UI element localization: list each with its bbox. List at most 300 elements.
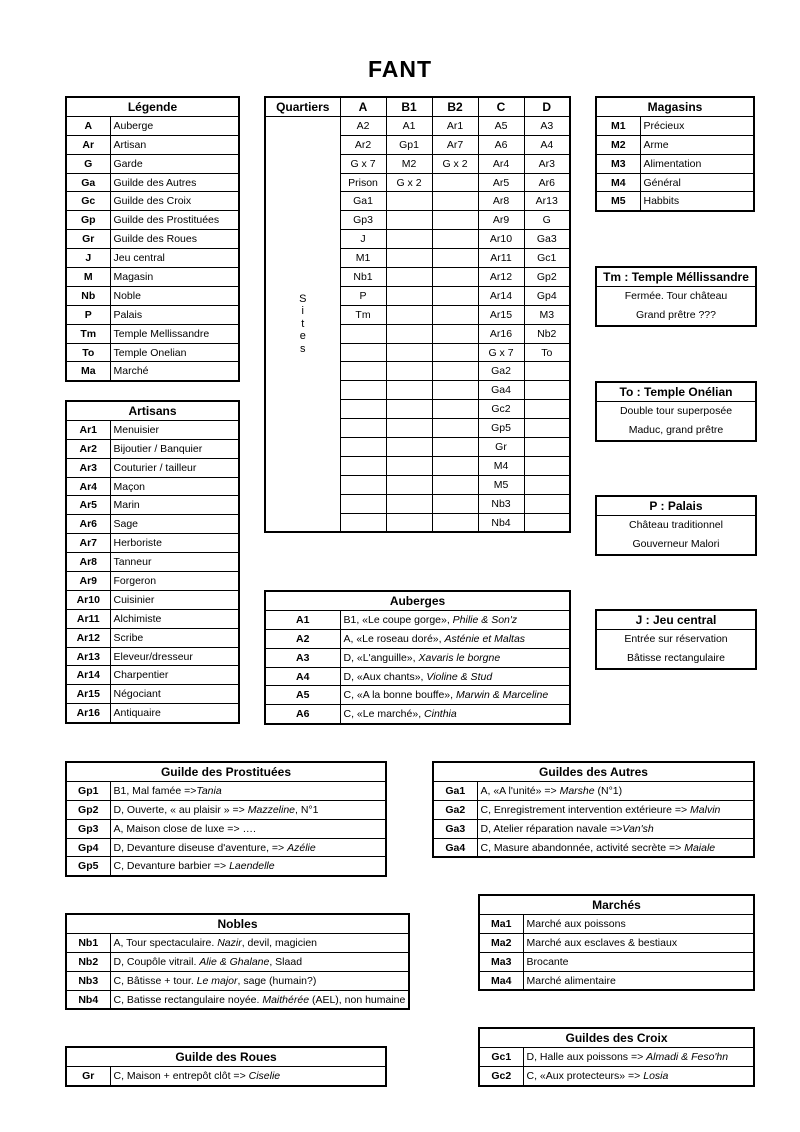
- row-key: Ar1: [66, 420, 110, 439]
- row-value: [110, 609, 239, 628]
- row-value: [340, 610, 570, 629]
- quartiers-table: [264, 96, 571, 533]
- quartier-cell: [432, 324, 478, 343]
- legend-row: [66, 305, 239, 324]
- artisan-row: [66, 685, 239, 704]
- row-text: Maçon: [113, 480, 146, 493]
- row-key: Gp5: [66, 857, 110, 876]
- row-text: B1, «Le coupe gorge»,: [343, 613, 453, 626]
- temple-onelian-line: Double tour superposée: [619, 405, 733, 417]
- quartier-header-cell: B1: [386, 97, 432, 116]
- row-key: P: [66, 305, 110, 324]
- row-key: To: [66, 343, 110, 362]
- quartier-cell: [340, 456, 386, 475]
- row-name: Maiale: [684, 841, 716, 854]
- row-key: M5: [596, 192, 640, 211]
- sites-label: [265, 116, 340, 532]
- quartier-cell: G: [524, 211, 570, 230]
- row-value: [523, 952, 754, 971]
- magasin-row: [596, 154, 754, 173]
- row-text: D, Coupôle vitrail.: [113, 955, 200, 968]
- quartier-cell: Ar5: [478, 173, 524, 192]
- row-key: Nb1: [66, 933, 110, 952]
- quartier-header-cell: Quartiers: [265, 97, 340, 116]
- row-value: [477, 819, 754, 838]
- quartier-cell: Nb4: [478, 513, 524, 532]
- row-key: Gc1: [479, 1047, 523, 1066]
- row-value: [110, 135, 239, 154]
- quartier-cell: A5: [478, 116, 524, 135]
- quartier-cell: [432, 494, 478, 513]
- row-key: Gp2: [66, 800, 110, 819]
- nobles-header: Nobles: [66, 914, 409, 933]
- row-value: [110, 192, 239, 211]
- row-text: Marché: [113, 365, 149, 378]
- quartier-cell: [340, 494, 386, 513]
- row-value: [110, 211, 239, 230]
- row-value: [340, 629, 570, 648]
- row-text: Sage: [113, 518, 139, 531]
- quartier-cell: A1: [386, 116, 432, 135]
- row-key: A: [66, 116, 110, 135]
- row-value: [640, 154, 754, 173]
- row-key: Gr: [66, 1066, 110, 1085]
- row-key: Ar: [66, 135, 110, 154]
- quartier-cell: Ga2: [478, 362, 524, 381]
- quartier-cell: M4: [478, 456, 524, 475]
- row-text: A, «Le roseau doré»,: [343, 632, 445, 645]
- marche-row: [479, 971, 754, 990]
- auberges-header: Auberges: [265, 591, 570, 610]
- quartier-cell: [524, 456, 570, 475]
- row-value: [110, 933, 409, 952]
- prostituee-row: [66, 857, 386, 876]
- row-tail: , sage (humain?): [237, 974, 317, 987]
- quartier-cell: [432, 362, 478, 381]
- quartier-cell: [340, 419, 386, 438]
- croix-row: [479, 1066, 754, 1085]
- quartier-cell: [524, 513, 570, 532]
- quartier-cell: Ar11: [478, 249, 524, 268]
- quartier-cell: [432, 419, 478, 438]
- quartiers-header-row: [265, 97, 570, 116]
- nobles-body: [66, 933, 409, 1009]
- quartier-cell: Ar3: [524, 154, 570, 173]
- row-name: Van'sh: [622, 822, 654, 835]
- temple-mellissandre-title: Tm : Temple Méllissandre: [597, 268, 755, 287]
- row-key: Ar13: [66, 647, 110, 666]
- artisan-row: [66, 590, 239, 609]
- row-text: Guilde des Croix: [113, 195, 192, 208]
- row-text: Herboriste: [113, 537, 162, 550]
- artisans-body: [66, 420, 239, 723]
- magasin-row: [596, 192, 754, 211]
- row-key: Ar10: [66, 590, 110, 609]
- row-key: Gc2: [479, 1066, 523, 1085]
- row-value: [110, 496, 239, 515]
- row-value: [640, 135, 754, 154]
- row-key: Gp3: [66, 819, 110, 838]
- row-key: M3: [596, 154, 640, 173]
- quartier-cell: [340, 343, 386, 362]
- row-value: [110, 781, 386, 800]
- quartier-cell: [386, 456, 432, 475]
- legend-table: [65, 96, 240, 382]
- row-value: [110, 971, 409, 990]
- quartier-cell: [386, 286, 432, 305]
- temple-onelian-line: Maduc, grand prêtre: [628, 424, 724, 436]
- noble-row: [66, 933, 409, 952]
- row-value: [110, 154, 239, 173]
- artisan-row: [66, 496, 239, 515]
- quartier-cell: Ar2: [340, 135, 386, 154]
- row-key: Gp1: [66, 781, 110, 800]
- quartier-cell: M2: [386, 154, 432, 173]
- autres-body: [433, 781, 754, 857]
- artisan-row: [66, 477, 239, 496]
- auberge-row: [265, 667, 570, 686]
- row-value: [110, 230, 239, 249]
- auberge-row: [265, 648, 570, 667]
- legend-row: [66, 211, 239, 230]
- row-key: Ar16: [66, 704, 110, 723]
- artisans-header: Artisans: [66, 401, 239, 420]
- row-key: Ar8: [66, 553, 110, 572]
- prostituee-row: [66, 781, 386, 800]
- auberge-row: [265, 705, 570, 724]
- row-text: B1, Mal famée =>: [113, 784, 197, 797]
- row-text: Artisan: [113, 138, 147, 151]
- artisan-row: [66, 666, 239, 685]
- palais-line: Gouverneur Malori: [632, 538, 720, 550]
- row-value: [110, 857, 386, 876]
- prostituee-row: [66, 819, 386, 838]
- row-value: [110, 952, 409, 971]
- row-key: J: [66, 249, 110, 268]
- row-text: Auberge: [113, 119, 154, 132]
- quartier-cell: [386, 362, 432, 381]
- legend-header: Légende: [66, 97, 239, 116]
- quartier-cell: P: [340, 286, 386, 305]
- quartier-cell: [432, 343, 478, 362]
- marche-row: [479, 914, 754, 933]
- row-text: Guilde des Autres: [113, 176, 197, 189]
- quartier-cell: [386, 249, 432, 268]
- quartier-cell: [432, 381, 478, 400]
- artisan-row: [66, 647, 239, 666]
- row-value: [110, 343, 239, 362]
- legend-row: [66, 173, 239, 192]
- autres-header: Guildes des Autres: [433, 762, 754, 781]
- legend-row: [66, 268, 239, 287]
- legend-row: [66, 230, 239, 249]
- quartier-cell: [386, 513, 432, 532]
- row-name: Azélie: [287, 841, 316, 854]
- row-key: Gr: [66, 230, 110, 249]
- roue-row: [66, 1066, 386, 1085]
- magasins-header: Magasins: [596, 97, 754, 116]
- quartier-cell: [386, 381, 432, 400]
- quartier-cell: Ar16: [478, 324, 524, 343]
- artisan-row: [66, 534, 239, 553]
- row-key: Ar5: [66, 496, 110, 515]
- quartier-cell: G x 2: [386, 173, 432, 192]
- row-value: [110, 324, 239, 343]
- row-name: Nazir: [217, 936, 242, 949]
- row-text: Guilde des Prostituées: [113, 214, 220, 227]
- quartier-cell: [432, 438, 478, 457]
- magasin-row: [596, 135, 754, 154]
- row-value: [110, 286, 239, 305]
- autre-row: [433, 781, 754, 800]
- quartier-cell: [432, 475, 478, 494]
- row-value: [340, 667, 570, 686]
- row-text: Noble: [113, 289, 141, 302]
- row-value: [110, 628, 239, 647]
- row-text: C, Enregistrement intervention extérieure =>: [480, 803, 691, 816]
- row-value: [640, 116, 754, 135]
- legend-row: [66, 116, 239, 135]
- row-text: Antiquaire: [113, 707, 161, 720]
- quartier-cell: [524, 400, 570, 419]
- row-value: [523, 1047, 754, 1066]
- quartier-header-cell: A: [340, 97, 386, 116]
- row-tail: (AEL), non humaine: [309, 993, 406, 1006]
- quartier-cell: [386, 475, 432, 494]
- quartier-cell: Gp2: [524, 268, 570, 287]
- row-name: Tania: [196, 784, 222, 797]
- quartier-cell: J: [340, 230, 386, 249]
- quartier-cell: [386, 494, 432, 513]
- row-key: Ar14: [66, 666, 110, 685]
- artisan-row: [66, 515, 239, 534]
- row-key: Ga1: [433, 781, 477, 800]
- row-name: Alie & Ghalane: [199, 955, 270, 968]
- quartier-cell: Gc1: [524, 249, 570, 268]
- croix-body: [479, 1047, 754, 1085]
- quartier-cell: A2: [340, 116, 386, 135]
- row-text: D, Ouverte, « au plaisir » =>: [113, 803, 248, 816]
- row-text: Bijoutier / Banquier: [113, 442, 203, 455]
- quartier-cell: [432, 456, 478, 475]
- row-value: [477, 838, 754, 857]
- autre-row: [433, 838, 754, 857]
- artisan-row: [66, 609, 239, 628]
- quartier-cell: [524, 381, 570, 400]
- quartier-cell: [386, 343, 432, 362]
- quartier-cell: Ar13: [524, 192, 570, 211]
- row-value: [110, 116, 239, 135]
- legend-row: [66, 249, 239, 268]
- quartier-cell: Ar12: [478, 268, 524, 287]
- quartier-cell: [432, 513, 478, 532]
- row-key: Ma: [66, 362, 110, 381]
- row-key: Ma2: [479, 933, 523, 952]
- sites-label-text: S i t e s: [299, 292, 307, 355]
- row-key: A6: [265, 705, 340, 724]
- prostituees-table: [65, 761, 387, 877]
- row-text: Marché alimentaire: [526, 974, 616, 987]
- auberge-row: [265, 629, 570, 648]
- row-name: Malvin: [690, 803, 721, 816]
- row-text: Brocante: [526, 955, 569, 968]
- page-title: FANT: [367, 56, 433, 82]
- row-text: Tanneur: [113, 556, 152, 569]
- quartier-cell: M5: [478, 475, 524, 494]
- quartier-cell: Gr: [478, 438, 524, 457]
- row-text: C, «Aux protecteurs» =>: [526, 1069, 644, 1082]
- quartiers-body: [265, 116, 570, 532]
- row-key: M1: [596, 116, 640, 135]
- quartier-cell: Prison: [340, 173, 386, 192]
- quartier-cell: Tm: [340, 305, 386, 324]
- quartier-cell: [340, 438, 386, 457]
- row-text: Couturier / tailleur: [113, 461, 197, 474]
- marches-table: [478, 894, 755, 991]
- legend-row: [66, 286, 239, 305]
- row-value: [110, 572, 239, 591]
- row-key: M: [66, 268, 110, 287]
- artisan-row: [66, 628, 239, 647]
- autre-row: [433, 800, 754, 819]
- row-key: A4: [265, 667, 340, 686]
- row-key: Ar4: [66, 477, 110, 496]
- magasin-row: [596, 116, 754, 135]
- row-name: Violine & Stud: [426, 670, 493, 683]
- row-key: Nb4: [66, 990, 110, 1009]
- row-tail: (N°1): [594, 784, 623, 797]
- auberges-table: [264, 590, 571, 725]
- legend-body: [66, 116, 239, 381]
- row-key: Ar6: [66, 515, 110, 534]
- jeu-central-title: J : Jeu central: [597, 611, 755, 630]
- quartier-cell: [386, 211, 432, 230]
- row-key: G: [66, 154, 110, 173]
- row-text: C, «Le marché»,: [343, 708, 425, 721]
- row-value: [640, 173, 754, 192]
- row-value: [110, 534, 239, 553]
- row-key: Gc: [66, 192, 110, 211]
- row-name: Marwin & Marceline: [455, 689, 549, 702]
- autre-row: [433, 819, 754, 838]
- row-value: [640, 192, 754, 211]
- quartier-cell: Nb2: [524, 324, 570, 343]
- row-key: Ar2: [66, 439, 110, 458]
- quartier-cell: [386, 305, 432, 324]
- row-value: [110, 838, 386, 857]
- jeu-central-box: [595, 609, 757, 670]
- row-text: C, Batisse rectangulaire noyée.: [113, 993, 263, 1006]
- row-text: Magasin: [113, 270, 154, 283]
- quartier-cell: Ar10: [478, 230, 524, 249]
- quartier-header-cell: D: [524, 97, 570, 116]
- quartier-cell: Ar1: [432, 116, 478, 135]
- row-tail: , devil, magicien: [241, 936, 318, 949]
- quartier-cell: [524, 362, 570, 381]
- roues-header: Guilde des Roues: [66, 1047, 386, 1066]
- artisans-table: [65, 400, 240, 724]
- quartier-cell: [340, 381, 386, 400]
- noble-row: [66, 971, 409, 990]
- prostituees-body: [66, 781, 386, 876]
- row-value: [110, 704, 239, 723]
- row-key: Ar7: [66, 534, 110, 553]
- row-text: D, Devanture diseuse d'aventure, =>: [113, 841, 288, 854]
- quartier-cell: Ar7: [432, 135, 478, 154]
- prostituee-row: [66, 838, 386, 857]
- marches-body: [479, 914, 754, 990]
- row-name: Mazzeline: [247, 803, 296, 816]
- quartier-cell: Ar9: [478, 211, 524, 230]
- row-value: [340, 648, 570, 667]
- croix-table: [478, 1027, 755, 1087]
- row-name: Philie & Son'z: [452, 613, 518, 626]
- row-text: C, Devanture barbier =>: [113, 860, 230, 873]
- row-value: [340, 705, 570, 724]
- row-text: C, Bâtisse + tour.: [113, 974, 197, 987]
- quartier-cell: [386, 400, 432, 419]
- magasin-row: [596, 173, 754, 192]
- row-value: [110, 458, 239, 477]
- row-text: D, Atelier réparation navale =>: [480, 822, 623, 835]
- row-key: Ar3: [66, 458, 110, 477]
- row-text: Temple Mellissandre: [113, 327, 210, 340]
- row-key: Nb3: [66, 971, 110, 990]
- quartier-cell: [432, 305, 478, 324]
- quartier-cell: Nb3: [478, 494, 524, 513]
- row-value: [523, 933, 754, 952]
- quartier-cell: Gp3: [340, 211, 386, 230]
- quartier-cell: [386, 419, 432, 438]
- row-text: Habbits: [643, 195, 680, 208]
- artisan-row: [66, 439, 239, 458]
- legend-row: [66, 154, 239, 173]
- row-key: M2: [596, 135, 640, 154]
- quartier-cell: [432, 249, 478, 268]
- quartier-cell: [524, 494, 570, 513]
- croix-header: Guildes des Croix: [479, 1028, 754, 1047]
- row-value: [110, 800, 386, 819]
- marche-row: [479, 952, 754, 971]
- row-text: C, Masure abandonnée, activité secrète =>: [480, 841, 685, 854]
- row-name: Asténie et Maltas: [444, 632, 526, 645]
- row-text: Garde: [113, 157, 143, 170]
- marche-row: [479, 933, 754, 952]
- quartier-cell: [524, 475, 570, 494]
- row-text: A, Tour spectaculaire.: [113, 936, 218, 949]
- row-value: [110, 647, 239, 666]
- row-key: M4: [596, 173, 640, 192]
- row-name: Ciselie: [248, 1069, 281, 1082]
- quartier-cell: A6: [478, 135, 524, 154]
- quartier-cell: Ar15: [478, 305, 524, 324]
- row-value: [523, 914, 754, 933]
- row-value: [477, 800, 754, 819]
- croix-row: [479, 1047, 754, 1066]
- jeu-central-line: Bâtisse rectangulaire: [626, 652, 726, 664]
- row-key: Ar9: [66, 572, 110, 591]
- quartier-header-cell: C: [478, 97, 524, 116]
- legend-row: [66, 135, 239, 154]
- quartier-cell: Ga4: [478, 381, 524, 400]
- auberge-row: [265, 686, 570, 705]
- quartier-cell: Nb1: [340, 268, 386, 287]
- legend-row: [66, 324, 239, 343]
- row-value: [110, 268, 239, 287]
- magasins-table: [595, 96, 755, 212]
- row-text: Marin: [113, 499, 140, 512]
- row-value: [110, 553, 239, 572]
